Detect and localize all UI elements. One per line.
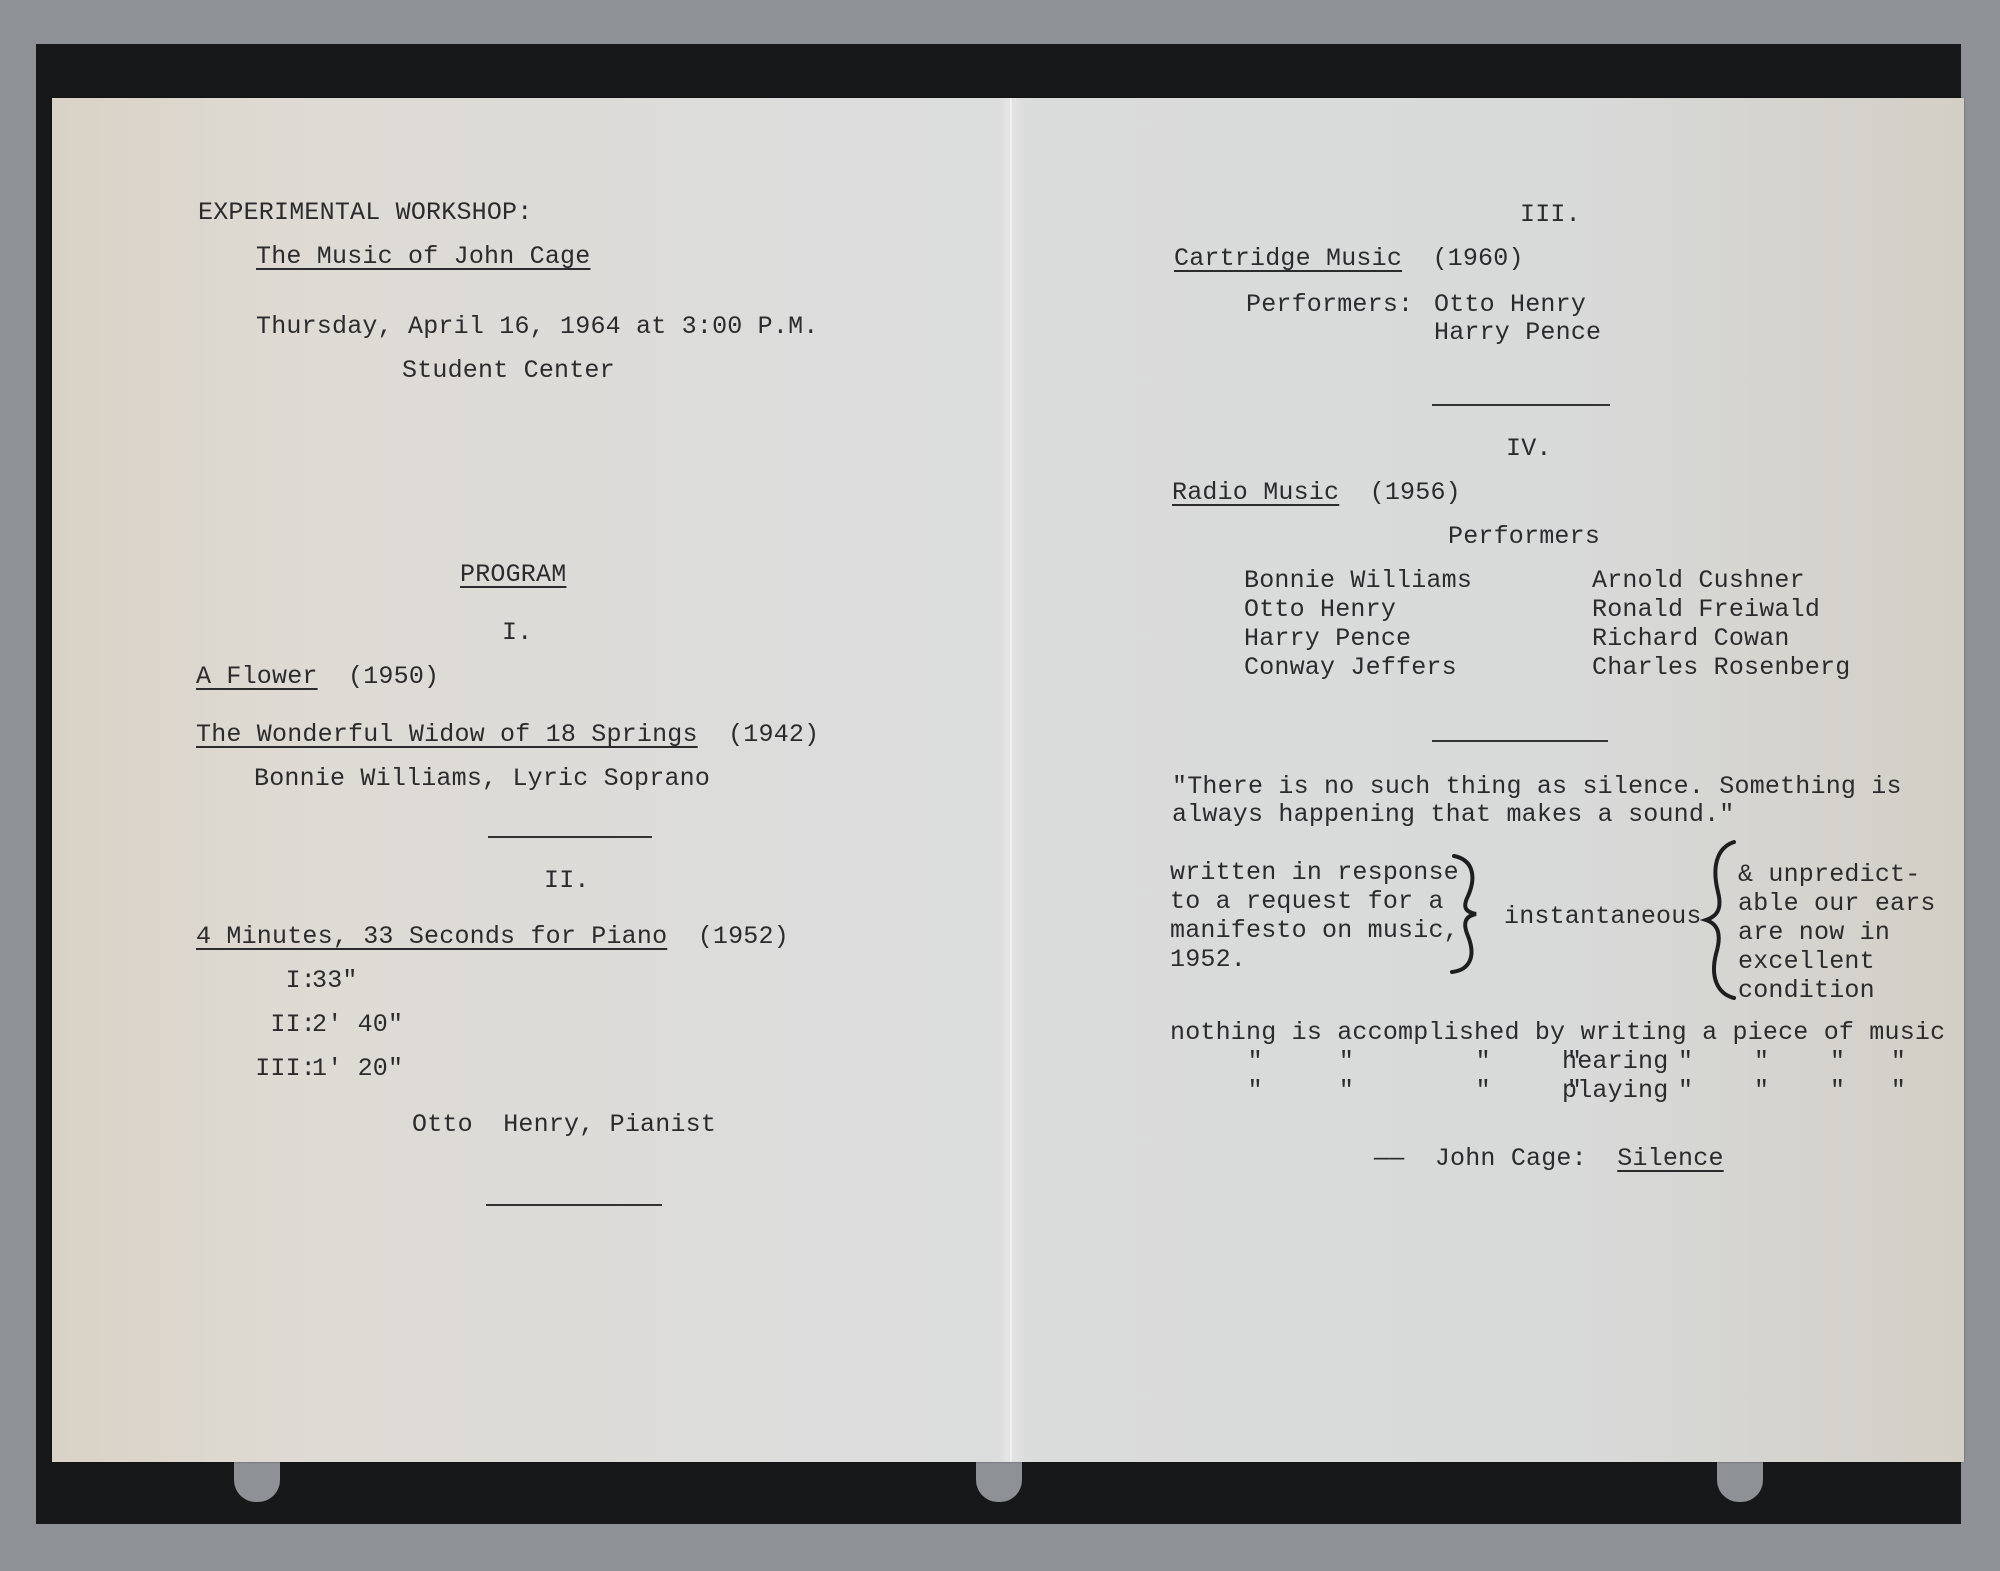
nothing-line: nothing is accomplished by writing a piece of music [1170,1018,1946,1047]
quote-line: always happening that makes a sound." [1172,800,1735,829]
event-date: Thursday, April 16, 1964 at 3:00 P.M. [256,312,819,341]
section-numeral: I. [502,618,533,647]
performer-name: Ronald Freiwald [1592,595,1821,624]
piece-line [1172,478,1461,507]
note-left-line: written in response [1170,858,1459,887]
performer-credit: Bonnie Williams, Lyric Soprano [254,764,711,793]
piece-line [196,922,789,951]
piece-year: (1950) [348,662,440,691]
section-divider [486,1204,662,1206]
piece-line [196,720,819,749]
handwritten-left-brace [1700,838,1740,1002]
piece-year: (1956) [1369,478,1461,507]
performer-name: Harry Pence [1434,318,1602,347]
binder-hole [1717,1458,1763,1502]
performer-name: Harry Pence [1244,624,1412,653]
movement-time: 33" [312,966,358,995]
note-right-line: are now in [1738,918,1891,947]
note-middle: instantaneous [1504,902,1702,931]
piece-title: 4 Minutes, 33 Seconds for Piano [196,922,668,951]
handwritten-right-brace [1446,852,1490,976]
piece-year: (1960) [1432,244,1524,273]
workshop-subtitle: The Music of John Cage [256,242,591,271]
workshop-header: EXPERIMENTAL WORKSHOP: [198,198,533,227]
note-left-line: to a request for a [1170,887,1444,916]
program-heading: PROGRAM [460,560,567,589]
attribution-dash: —— [1374,1144,1405,1173]
section-numeral: II. [544,866,590,895]
performer-name: Arnold Cushner [1592,566,1805,595]
movement-time: 1' 20" [312,1054,404,1083]
attribution-title: Silence [1617,1144,1724,1173]
note-right-line: condition [1738,976,1875,1005]
note-right-line: excellent [1738,947,1875,976]
binder-hole [234,1458,280,1502]
program-sheet [52,98,1964,1462]
piece-title: A Flower [196,662,318,691]
note-left-line: manifesto on music, [1170,916,1459,945]
performer-name: Otto Henry [1434,290,1587,319]
nothing-word: playing [1562,1076,1669,1105]
binder-hole [976,1458,1022,1502]
quote-line: "There is no such thing as silence. Something is [1172,772,1902,801]
performer-credit: Otto Henry, Pianist [412,1110,717,1139]
section-divider [488,836,652,838]
note-left-line: 1952. [1170,945,1247,974]
ditto-marks: " " " " [1678,1076,1907,1105]
piece-line [196,662,439,691]
event-venue: Student Center [402,356,615,385]
attribution-line [1374,1144,1724,1173]
note-right-line: able our ears [1738,889,1936,918]
ditto-marks: " " " " [1202,1047,1583,1076]
ditto-marks: " " " " [1202,1076,1583,1105]
ditto-marks: " " " " [1678,1047,1907,1076]
performers-label: Performers [1448,522,1601,551]
performer-name: Richard Cowan [1592,624,1790,653]
performers-label: Performers: [1246,290,1414,319]
performer-name: Charles Rosenberg [1592,653,1851,682]
note-right-line: & unpredict- [1738,860,1921,889]
section-divider [1432,404,1610,406]
section-numeral: III. [1520,200,1581,229]
movement-time: 2' 40" [312,1010,404,1039]
movement-label: I: [285,966,316,995]
piece-title: Cartridge Music [1174,244,1403,273]
performer-name: Otto Henry [1244,595,1397,624]
movement-label: III: [255,1054,316,1083]
piece-line [1174,244,1524,273]
nothing-word: hearing [1562,1047,1669,1076]
section-numeral: IV. [1506,434,1552,463]
piece-year: (1942) [728,720,820,749]
piece-title: The Wonderful Widow of 18 Springs [196,720,698,749]
performer-name: Bonnie Williams [1244,566,1473,595]
attribution-author: John Cage: [1434,1144,1587,1173]
movement-label: II: [270,1010,316,1039]
performer-name: Conway Jeffers [1244,653,1457,682]
piece-year: (1952) [697,922,789,951]
center-fold [1009,98,1013,1462]
section-divider [1432,740,1608,742]
piece-title: Radio Music [1172,478,1340,507]
